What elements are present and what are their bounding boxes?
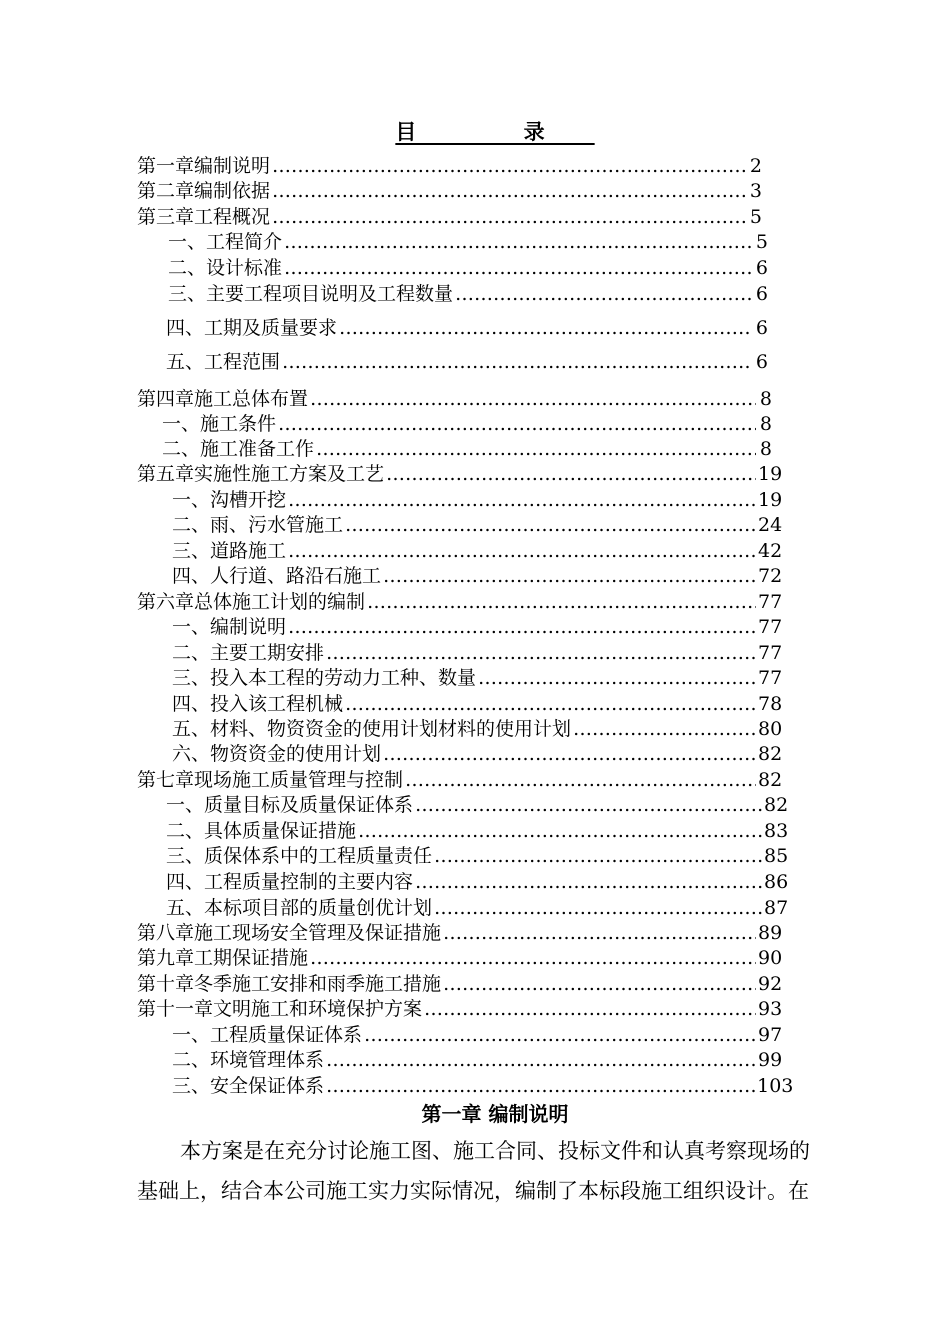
toc-leader-dots [443, 972, 756, 996]
toc-entry-title: 施工准备工作 [200, 438, 315, 460]
toc-entry-page: 97 [758, 1024, 783, 1046]
toc-entry [166, 350, 768, 374]
toc-entry [137, 921, 783, 945]
toc-leader-dots [284, 256, 752, 280]
toc-entry [137, 997, 783, 1021]
toc-entry-number: 第五章 [137, 463, 195, 485]
toc-entry-title: 文明施工和环境保护方案 [213, 998, 423, 1020]
toc-entry-page: 8 [759, 388, 772, 410]
toc-entry [168, 282, 768, 306]
toc-entry-title: 编制依据 [194, 180, 271, 202]
toc-entry [172, 641, 783, 665]
toc-entry-page: 19 [758, 463, 783, 485]
toc-leader-dots [326, 1074, 755, 1098]
toc-entry-title: 具体质量保证措施 [204, 820, 357, 842]
toc-entry [166, 896, 789, 920]
toc-entry-page: 77 [758, 667, 783, 689]
toc-entry-title: 冬季施工安排和雨季施工措施 [194, 973, 442, 995]
toc-leader-dots [345, 692, 756, 716]
toc-leader-dots [345, 513, 756, 537]
chapter-heading: 第一章 编制说明 [421, 1102, 569, 1126]
toc-entry-page: 89 [758, 922, 783, 944]
toc-entry-page: 82 [758, 743, 783, 765]
toc-entry-page: 72 [758, 565, 783, 587]
toc-entry-number: 一、 [162, 413, 201, 435]
toc-entry [172, 1048, 783, 1072]
toc-entry-title: 工程质量保证体系 [210, 1024, 363, 1046]
toc-entry-page: 99 [758, 1049, 783, 1071]
toc-entry-page: 87 [764, 897, 789, 919]
body-line: 基础上，结合本公司施工实力实际情况，编制了本标段施工组织设计。在 [137, 1179, 809, 1203]
body-line: 本方案是在充分讨论施工图、施工合同、投标文件和认真考察现场的 [180, 1139, 810, 1163]
toc-entry-number: 二、 [172, 514, 211, 536]
toc-entry-title: 工程范围 [204, 351, 281, 373]
toc-entry-title: 编制说明 [194, 155, 271, 177]
toc-entry-title: 人行道、路沿石施工 [210, 565, 382, 587]
toc-entry-page: 24 [758, 514, 783, 536]
toc-entry-title: 施工现场安全管理及保证措施 [194, 922, 442, 944]
toc-leader-dots [284, 230, 752, 254]
toc-entry-page: 85 [764, 845, 789, 867]
toc-leader-dots [288, 615, 756, 639]
toc-entry [172, 1074, 794, 1098]
toc-entry [137, 205, 762, 229]
toc-entry [172, 717, 783, 741]
toc-entry-number: 三、 [172, 1075, 211, 1097]
toc-leader-dots [434, 844, 762, 868]
toc-entry-page: 86 [764, 871, 789, 893]
toc-entry-title: 雨、污水管施工 [210, 514, 344, 536]
toc-entry-title: 工期及质量要求 [204, 317, 338, 339]
toc-entry [137, 972, 783, 996]
toc-entry-title: 安全保证体系 [210, 1075, 325, 1097]
toc-entry-page: 82 [764, 794, 789, 816]
toc-entry-title: 工期保证措施 [194, 947, 309, 969]
toc-entry-page: 93 [758, 998, 783, 1020]
toc-entry-number: 第二章 [137, 180, 195, 202]
toc-leader-dots [573, 717, 756, 741]
toc-leader-dots [272, 205, 746, 229]
toc-entry-page: 77 [758, 616, 783, 638]
toc-leader-dots [282, 350, 752, 374]
toc-leader-dots [415, 870, 762, 894]
toc-entry-title: 物资资金的使用计划 [210, 743, 382, 765]
toc-entry [172, 488, 783, 512]
toc-leader-dots [288, 539, 756, 563]
toc-entry-title: 本标项目部的质量创优计划 [204, 897, 433, 919]
toc-entry [137, 387, 772, 411]
toc-entry-number: 第六章 [137, 591, 195, 613]
toc-entry-title: 设计标准 [206, 257, 283, 279]
toc-entry-page: 82 [758, 769, 783, 791]
toc-leader-dots [316, 437, 756, 461]
toc-entry-page: 77 [758, 591, 783, 613]
toc-leader-dots [455, 282, 752, 306]
toc-entry [137, 946, 783, 970]
toc-entry-title: 质量目标及质量保证体系 [204, 794, 414, 816]
toc-entry-page: 8 [759, 438, 772, 460]
toc-leader-dots [272, 179, 746, 203]
toc-entry-number: 四、 [172, 693, 211, 715]
toc-entry-title: 施工总体布置 [194, 388, 309, 410]
toc-entry-title: 材料、物资资金的使用计划材料的使用计划 [210, 718, 572, 740]
toc-entry-number: 二、 [168, 257, 207, 279]
toc-entry [172, 615, 783, 639]
toc-leader-dots [367, 590, 756, 614]
toc-entry-page: 83 [764, 820, 789, 842]
toc-leader-dots [443, 921, 756, 945]
toc-entry-number: 二、 [166, 820, 205, 842]
toc-entry-title: 质保体系中的工程质量责任 [204, 845, 433, 867]
toc-entry-number: 一、 [166, 794, 205, 816]
toc-entry-title: 工程简介 [206, 231, 283, 253]
toc-leader-dots [272, 154, 746, 178]
toc-entry [166, 316, 768, 340]
toc-leader-dots [415, 793, 762, 817]
toc-entry-title: 投入本工程的劳动力工种、数量 [210, 667, 477, 689]
toc-entry [172, 666, 783, 690]
toc-entry [162, 437, 772, 461]
toc-entry-title: 投入该工程机械 [210, 693, 344, 715]
toc-entry [166, 793, 789, 817]
toc-entry-page: 6 [755, 283, 768, 305]
toc-entry [137, 154, 762, 178]
toc-entry-page: 42 [758, 540, 783, 562]
toc-leader-dots [405, 768, 756, 792]
toc-entry-title: 实施性施工方案及工艺 [194, 463, 385, 485]
toc-entry-number: 三、 [168, 283, 207, 305]
toc-leader-dots [424, 997, 756, 1021]
toc-entry-number: 二、 [162, 438, 201, 460]
toc-entry-number: 一、 [172, 616, 211, 638]
toc-entry-page: 103 [757, 1075, 794, 1097]
toc-entry [168, 256, 768, 280]
toc-entry-title: 主要工程项目说明及工程数量 [206, 283, 454, 305]
toc-entry [172, 564, 783, 588]
toc-entry-number: 第十章 [137, 973, 195, 995]
toc-entry-number: 第三章 [137, 206, 195, 228]
toc-leader-dots [364, 1023, 756, 1047]
toc-leader-dots [386, 462, 756, 486]
toc-entry-page: 80 [758, 718, 783, 740]
toc-title: 目 录 [395, 119, 595, 144]
toc-leader-dots [310, 387, 756, 411]
toc-entry [162, 412, 772, 436]
toc-leader-dots [478, 666, 756, 690]
toc-entry-title: 总体施工计划的编制 [194, 591, 366, 613]
toc-entry-number: 第七章 [137, 769, 195, 791]
toc-entry [166, 870, 789, 894]
toc-entry-number: 四、 [166, 317, 205, 339]
toc-entry [166, 819, 789, 843]
toc-entry [137, 462, 783, 486]
toc-entry-number: 六、 [172, 743, 211, 765]
toc-entry-page: 2 [749, 155, 762, 177]
toc-entry-number: 一、 [172, 489, 211, 511]
toc-entry-title: 编制说明 [210, 616, 287, 638]
toc-leader-dots [326, 641, 756, 665]
toc-entry-number: 第八章 [137, 922, 195, 944]
toc-entry [172, 513, 783, 537]
toc-entry [172, 742, 783, 766]
toc-leader-dots [358, 819, 762, 843]
toc-entry-number: 五、 [166, 351, 205, 373]
toc-entry-number: 四、 [166, 871, 205, 893]
toc-leader-dots [310, 946, 756, 970]
toc-entry-title: 沟槽开挖 [210, 489, 287, 511]
toc-entry-page: 5 [755, 231, 768, 253]
toc-entry-number: 第一章 [137, 155, 195, 177]
toc-entry-page: 19 [758, 489, 783, 511]
toc-entry-number: 二、 [172, 1049, 211, 1071]
toc-entry-number: 一、 [168, 231, 207, 253]
toc-entry-number: 二、 [172, 642, 211, 664]
toc-entry-number: 一、 [172, 1024, 211, 1046]
toc-entry-number: 三、 [172, 667, 211, 689]
toc-entry-page: 5 [749, 206, 762, 228]
toc-entry-page: 8 [759, 413, 772, 435]
toc-entry-title: 主要工期安排 [210, 642, 325, 664]
toc-entry-title: 道路施工 [210, 540, 287, 562]
toc-leader-dots [434, 896, 762, 920]
toc-entry-title: 现场施工质量管理与控制 [194, 769, 404, 791]
toc-entry-number: 三、 [172, 540, 211, 562]
toc-leader-dots [288, 488, 756, 512]
toc-entry-page: 92 [758, 973, 783, 995]
toc-entry-title: 环境管理体系 [210, 1049, 325, 1071]
toc-entry-page: 3 [749, 180, 762, 202]
toc-entry-title: 工程概况 [194, 206, 271, 228]
toc-entry-number: 四、 [172, 565, 211, 587]
toc-entry-page: 6 [755, 257, 768, 279]
toc-leader-dots [339, 316, 752, 340]
toc-entry [137, 590, 783, 614]
toc-entry-title: 工程质量控制的主要内容 [204, 871, 414, 893]
toc-entry-number: 三、 [166, 845, 205, 867]
toc-entry-page: 6 [755, 351, 768, 373]
toc-entry [168, 230, 768, 254]
toc-entry [172, 539, 783, 563]
toc-entry-page: 77 [758, 642, 783, 664]
toc-leader-dots [278, 412, 756, 436]
toc-entry-page: 90 [758, 947, 783, 969]
toc-entry-page: 78 [758, 693, 783, 715]
toc-leader-dots [326, 1048, 756, 1072]
toc-entry-number: 五、 [172, 718, 211, 740]
toc-entry [172, 1023, 783, 1047]
toc-leader-dots [383, 564, 756, 588]
toc-entry-title: 施工条件 [200, 413, 277, 435]
toc-entry-number: 五、 [166, 897, 205, 919]
toc-entry-number: 第九章 [137, 947, 195, 969]
toc-entry [172, 692, 783, 716]
toc-entry-number: 第十一章 [137, 998, 214, 1020]
toc-entry-page: 6 [755, 317, 768, 339]
toc-entry [137, 179, 762, 203]
toc-entry [137, 768, 783, 792]
toc-entry-number: 第四章 [137, 388, 195, 410]
toc-entry [166, 844, 789, 868]
toc-leader-dots [383, 742, 756, 766]
